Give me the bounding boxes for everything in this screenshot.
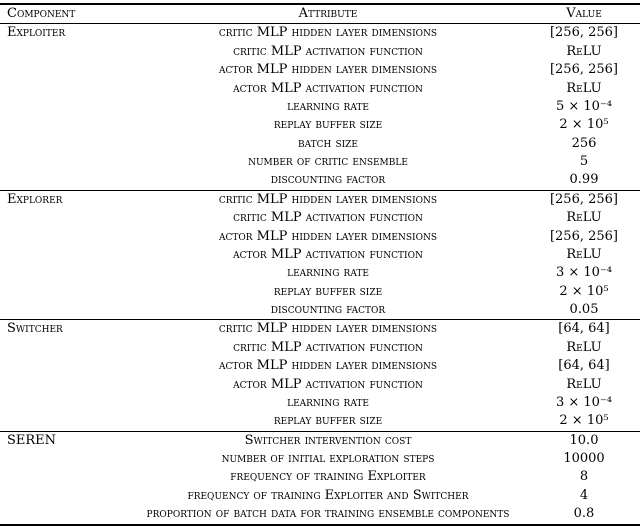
table-header [0, 4, 640, 24]
table-row [0, 264, 640, 282]
value-cell: 0.99 [569, 172, 599, 188]
value-cell: 5 [579, 154, 589, 169]
table-row [0, 80, 640, 98]
attribute-cell: learning rate [287, 98, 369, 114]
component-cell [0, 487, 128, 505]
value-cell: ReLU [566, 80, 602, 96]
component-cell [0, 412, 128, 431]
component-cell [0, 98, 128, 116]
attribute-cell: actor MLP activation function [233, 80, 423, 96]
table-row [0, 505, 640, 524]
value-cell: ReLU [566, 210, 602, 226]
table-row [0, 98, 640, 116]
value-cell: [256, 256] [549, 228, 619, 244]
component-cell [0, 357, 128, 375]
attribute-cell: actor MLP hidden layer dimensions [218, 62, 437, 78]
table-row [0, 61, 640, 79]
value-cell: 3 × 10⁻⁴ [555, 394, 613, 410]
attribute-cell: critic MLP activation function [233, 339, 423, 355]
attribute-cell: frequency of training Exploiter and Switcher [187, 487, 469, 503]
attribute-cell: critic MLP hidden layer dimensions [218, 191, 438, 207]
component-cell [0, 468, 128, 486]
table-row [0, 412, 640, 431]
component-cell: SEREN [7, 432, 57, 448]
table-row [0, 135, 640, 153]
component-cell: Explorer [7, 191, 63, 207]
component-cell [0, 228, 128, 246]
component-cell: Switcher [7, 321, 63, 337]
attribute-cell: critic MLP activation function [233, 43, 423, 59]
value-cell: [64, 64] [558, 358, 610, 374]
value-cell: 256 [571, 135, 597, 151]
component-cell [0, 246, 128, 264]
table-row [0, 190, 640, 209]
attribute-cell: replay buffer size [273, 413, 383, 429]
value-cell: 10000 [563, 451, 605, 466]
component-cell [0, 505, 128, 524]
component-cell [0, 135, 128, 153]
table-body [0, 24, 640, 525]
header-row [0, 4, 640, 24]
table-row [0, 116, 640, 134]
value-cell: [256, 256] [549, 62, 619, 78]
attribute-cell: replay buffer size [273, 283, 383, 299]
table-row [0, 209, 640, 227]
component-cell [0, 339, 128, 357]
table-row [0, 24, 640, 43]
value-cell: ReLU [566, 339, 602, 355]
table-row [0, 153, 640, 171]
value-cell: 2 × 10⁵ [559, 283, 609, 299]
attribute-cell: number of critic ensemble [248, 154, 408, 169]
table-row [0, 357, 640, 375]
value-cell: 0.05 [569, 302, 599, 317]
attribute-cell: learning rate [287, 265, 369, 281]
table-row [0, 487, 640, 505]
table-row [0, 339, 640, 357]
attribute-cell: discounting factor [270, 302, 386, 317]
table-row [0, 246, 640, 264]
table-row [0, 301, 640, 320]
component-cell [0, 171, 128, 190]
value-cell: 2 × 10⁵ [559, 413, 609, 429]
value-cell: 8 [579, 469, 589, 485]
value-cell: ReLU [566, 43, 602, 59]
value-cell: 0.8 [573, 506, 595, 522]
column-header-component: Component [7, 6, 76, 21]
component-cell [0, 301, 128, 320]
attribute-cell: batch size [297, 135, 359, 151]
attribute-cell: actor MLP activation function [233, 246, 423, 262]
component-cell [0, 61, 128, 79]
attribute-cell: actor MLP hidden layer dimensions [218, 228, 437, 244]
component-cell [0, 153, 128, 171]
attribute-cell: critic MLP hidden layer dimensions [218, 25, 438, 41]
value-cell: [64, 64] [558, 321, 610, 337]
hyperparameter-table [0, 3, 640, 526]
table-row [0, 431, 640, 450]
component-cell [0, 80, 128, 98]
value-cell: 2 × 10⁵ [559, 117, 609, 133]
table-row [0, 394, 640, 412]
component-cell [0, 394, 128, 412]
table-row [0, 283, 640, 301]
value-cell: 3 × 10⁻⁴ [555, 265, 613, 281]
table-row [0, 228, 640, 246]
attribute-cell: number of initial exploration steps [221, 451, 435, 466]
attribute-cell: actor MLP hidden layer dimensions [218, 358, 437, 374]
component-cell [0, 43, 128, 61]
attribute-cell: critic MLP activation function [233, 210, 423, 226]
value-cell: [256, 256] [549, 25, 619, 41]
attribute-cell: discounting factor [270, 172, 386, 188]
component-cell: Exploiter [7, 25, 66, 41]
attribute-cell: critic MLP hidden layer dimensions [218, 321, 438, 337]
table-row [0, 320, 640, 339]
value-cell: [256, 256] [549, 191, 619, 207]
component-cell [0, 283, 128, 301]
attribute-cell: learning rate [287, 394, 369, 410]
table-row [0, 450, 640, 468]
attribute-cell: replay buffer size [273, 117, 383, 133]
component-cell [0, 116, 128, 134]
column-header-value: Value [566, 6, 602, 21]
attribute-cell: Switcher intervention cost [244, 432, 412, 448]
value-cell: 4 [579, 487, 589, 503]
table-row [0, 376, 640, 394]
attribute-cell: proportion of batch data for training ensemble components [146, 506, 510, 522]
column-header-attribute: Attribute [298, 6, 358, 21]
table-row [0, 43, 640, 61]
component-cell [0, 209, 128, 227]
value-cell: ReLU [566, 376, 602, 392]
value-cell: 5 × 10⁻⁴ [555, 98, 613, 114]
component-cell [0, 264, 128, 282]
component-cell [0, 376, 128, 394]
attribute-cell: frequency of training Exploiter [230, 469, 426, 485]
value-cell: ReLU [566, 246, 602, 262]
table-row [0, 171, 640, 190]
value-cell: 10.0 [569, 432, 599, 448]
component-cell [0, 450, 128, 468]
attribute-cell: actor MLP activation function [233, 376, 423, 392]
table-row [0, 468, 640, 486]
